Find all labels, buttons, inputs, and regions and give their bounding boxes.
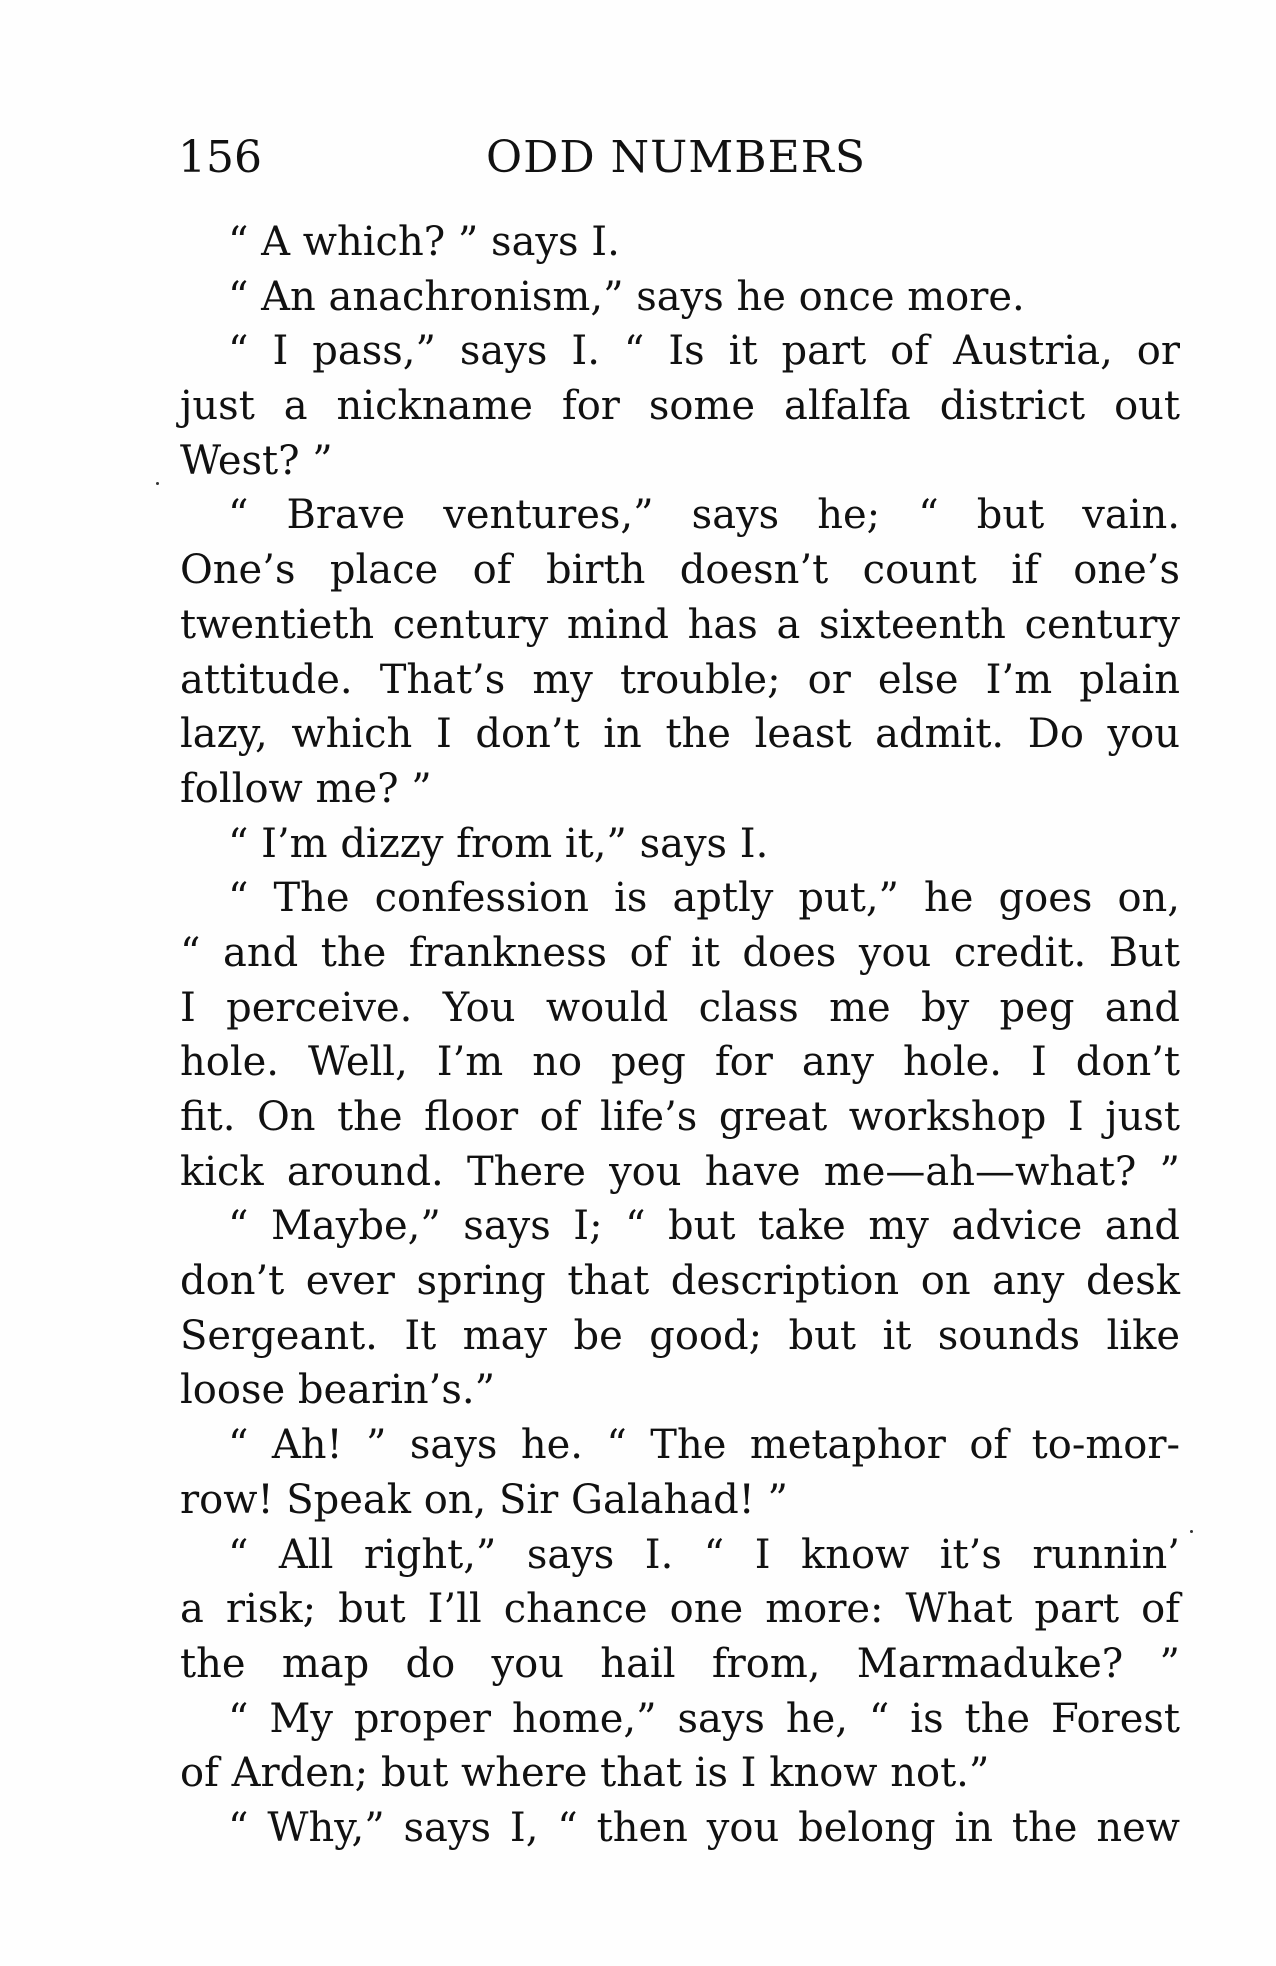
text-line: “ I’m dizzy from it,” says I. xyxy=(228,820,769,867)
text-line: “ All right,” says I. “ I know it’s runnin’ xyxy=(228,1531,1180,1578)
text-line: “ A which? ” says I. xyxy=(228,219,620,265)
text-line: follow me? ” xyxy=(180,765,432,812)
text-line: a risk; but I’ll chance one more: What part of xyxy=(180,1586,1180,1633)
text-line: One’s place of birth doesn’t count if one’s xyxy=(180,547,1180,594)
text-line: row! Speak on, Sir Galahad! ” xyxy=(180,1476,788,1523)
text-line: kick around. There you have me—ah—what? ” xyxy=(180,1148,1180,1195)
text-line: Sergeant. It may be good; but it sounds like xyxy=(180,1312,1180,1359)
page-number: 156 xyxy=(178,132,262,183)
text-line: “ Brave ventures,” says he; “ but vain. xyxy=(228,492,1180,539)
text-line: just a nickname for some alfalfa district out xyxy=(180,383,1180,430)
running-title: ODD NUMBERS xyxy=(486,132,866,183)
text-line: “ and the frankness of it does you credit. But xyxy=(180,929,1180,976)
text-line: attitude. That’s my trouble; or else I’m plain xyxy=(180,656,1180,703)
text-line: “ The confession is aptly put,” he goes on, xyxy=(228,875,1180,922)
text-line: “ My proper home,” says he, “ is the Forest xyxy=(228,1695,1180,1742)
text-line: I perceive. You would class me by peg and xyxy=(180,984,1180,1031)
text-line: fit. On the floor of life’s great workshop I just xyxy=(180,1094,1180,1140)
text-line: of Arden; but where that is I know not.” xyxy=(180,1750,990,1797)
text-line: hole. Well, I’m no peg for any hole. I don’t xyxy=(180,1039,1180,1086)
text-line: “ I pass,” says I. “ Is it part of Austria, or xyxy=(228,328,1180,375)
page-speck xyxy=(156,482,159,485)
page-speck xyxy=(1190,1530,1193,1533)
text-line: “ Maybe,” says I; “ but take my advice and xyxy=(228,1203,1180,1250)
running-head xyxy=(178,128,1178,188)
text-line: the map do you hail from, Marmaduke? ” xyxy=(180,1640,1180,1687)
text-line: lazy, which I don’t in the least admit. Do you xyxy=(180,711,1180,758)
text-line: don’t ever spring that description on any desk xyxy=(180,1258,1180,1305)
body-text xyxy=(180,215,1180,1856)
text-line: “ An anachronism,” says he once more. xyxy=(228,273,1025,320)
text-line: twentieth century mind has a sixteenth century xyxy=(180,601,1180,648)
text-line: “ Why,” says I, “ then you belong in the new xyxy=(228,1804,1180,1851)
text-line: “ Ah! ” says he. “ The metaphor of to-mor- xyxy=(228,1422,1180,1469)
text-line: West? ” xyxy=(180,437,333,484)
text-line: loose bearin’s.” xyxy=(180,1367,496,1414)
